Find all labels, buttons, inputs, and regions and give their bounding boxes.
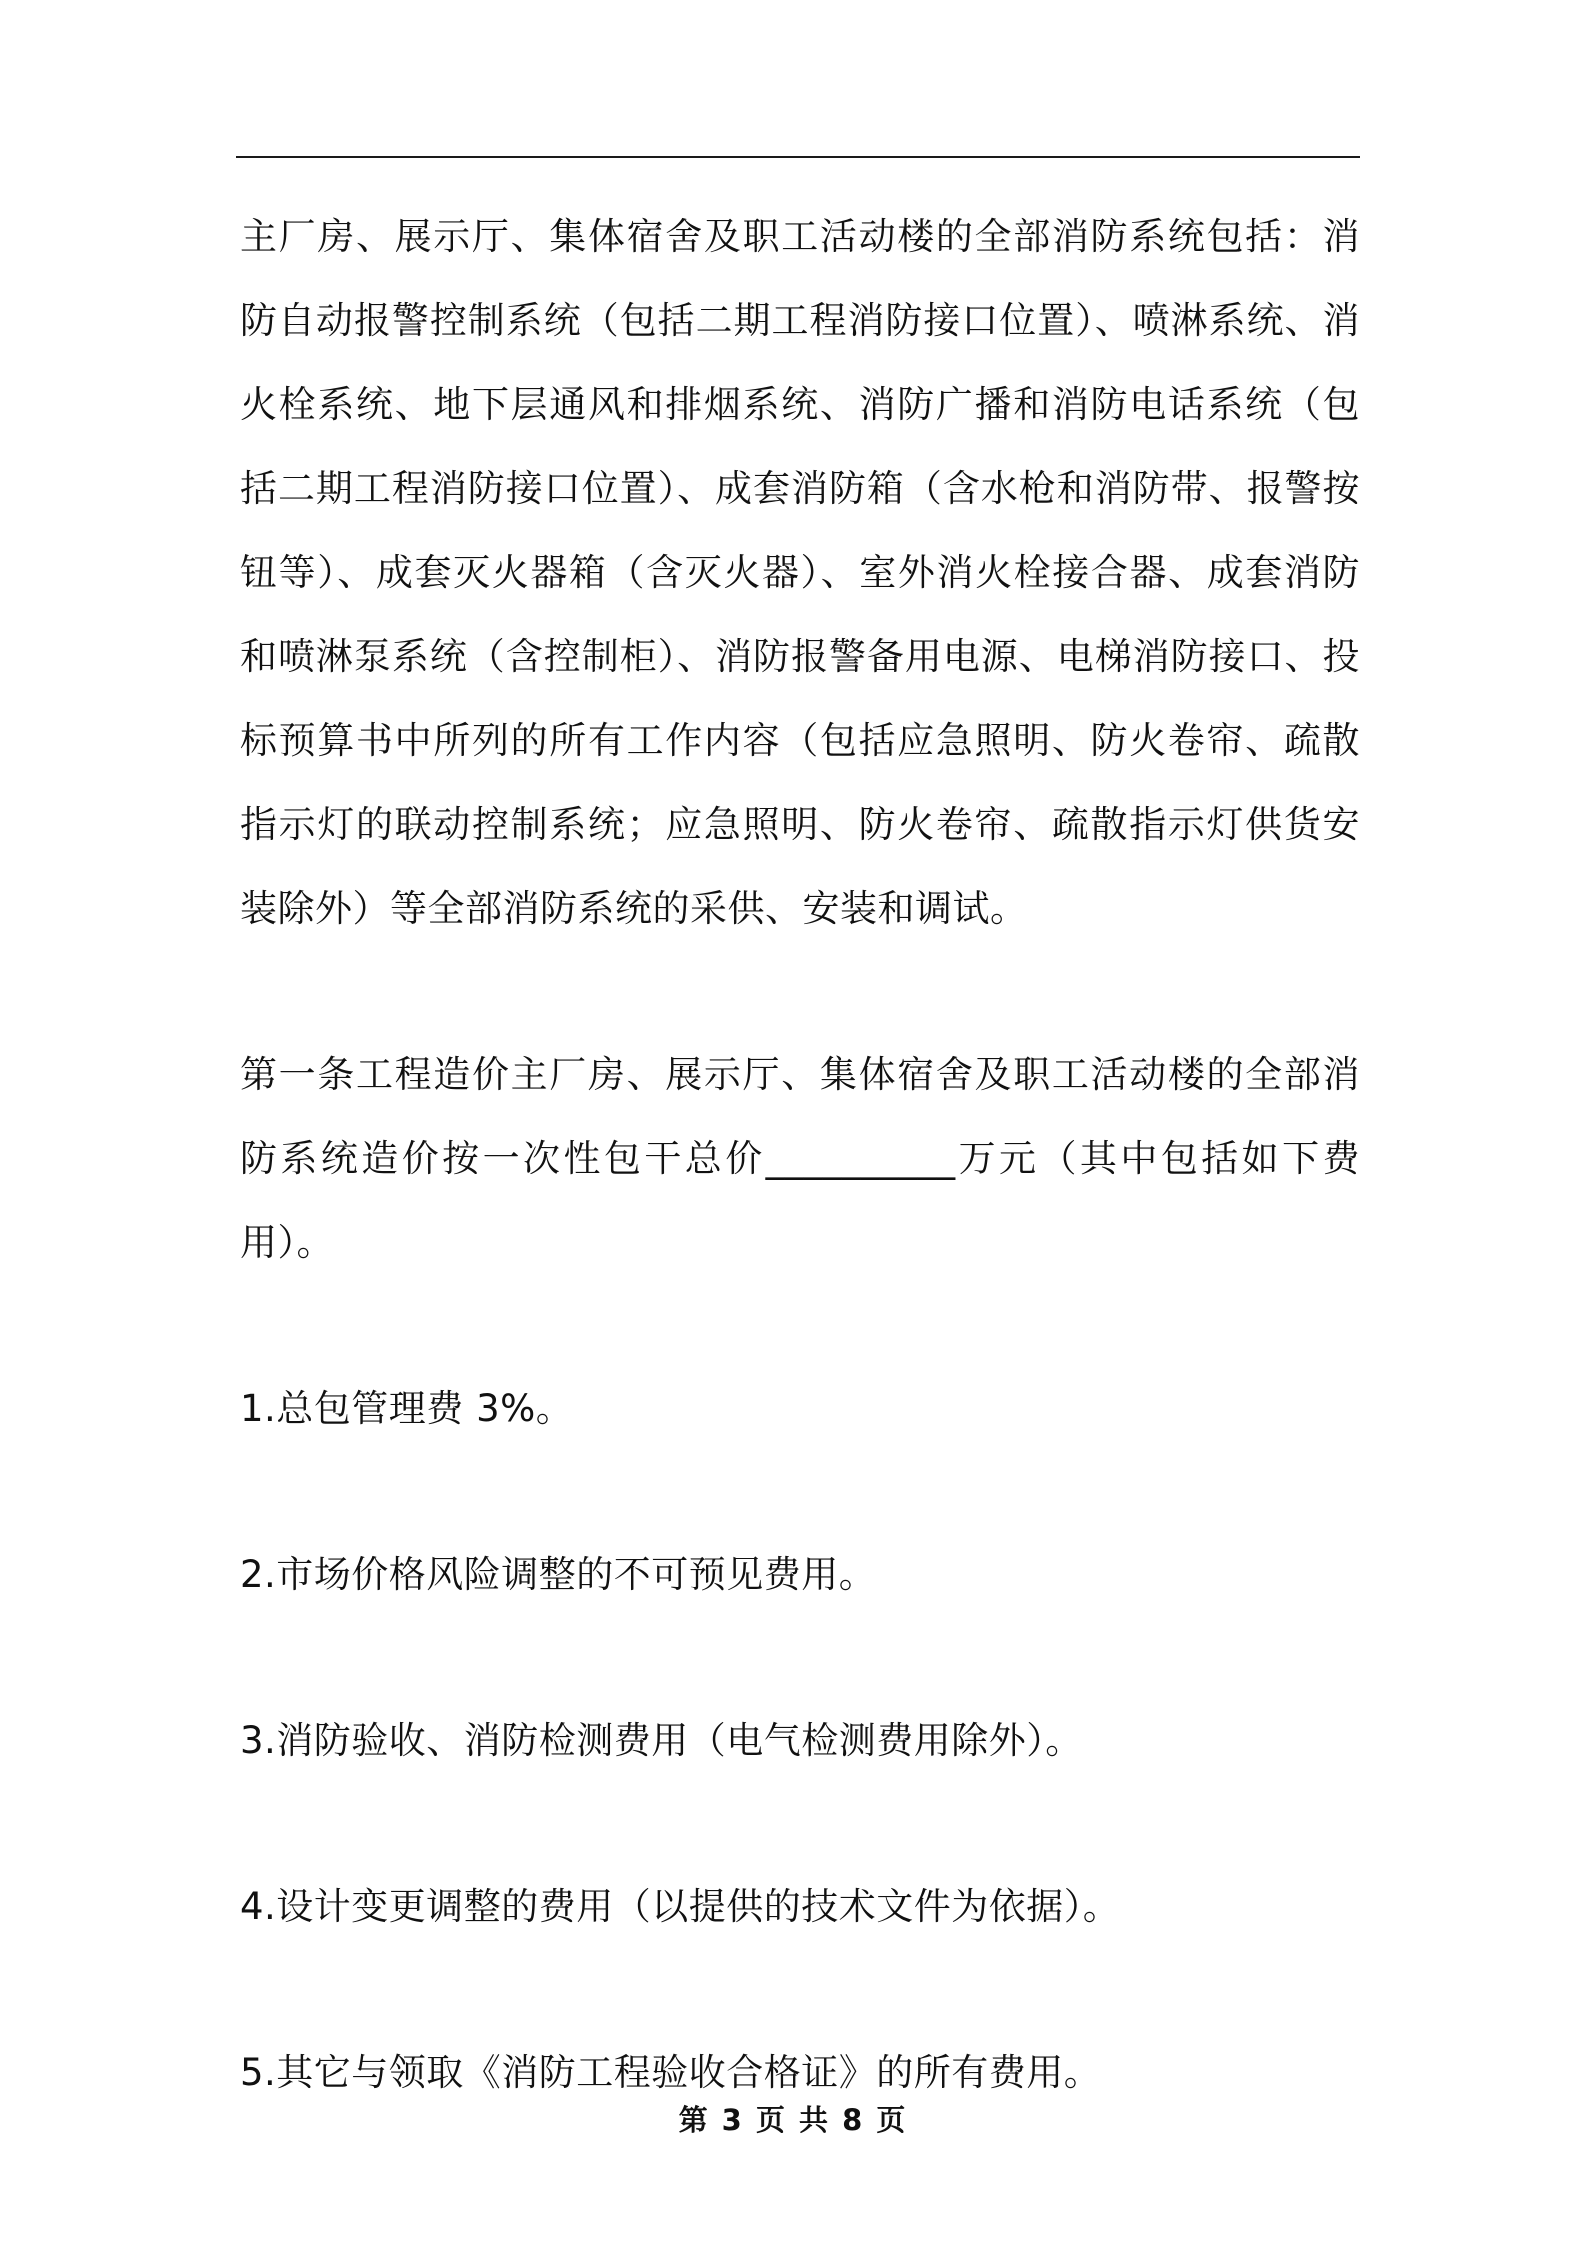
page-number: 第 3 页 共 8 页 (678, 2103, 908, 2137)
article-1-paragraph: 第一条工程造价主厂房、展示厅、集体宿舍及职工活动楼的全部消防系统造价按一次性包干总价__________万元（其中包括如下费用）。 (240, 1053, 1360, 1264)
paragraph-spacer (240, 1617, 1360, 1699)
paragraph-spacer (240, 1285, 1360, 1367)
list-item-1: 1.总包管理费 3%。 (240, 1387, 574, 1430)
document-body (240, 195, 1360, 2115)
list-item-4: 4.设计变更调整的费用（以提供的技术文件为依据）。 (240, 1885, 1121, 1928)
paragraph-spacer (240, 1451, 1360, 1533)
list-item-5: 5.其它与领取《消防工程验收合格证》的所有费用。 (240, 2051, 1102, 2094)
list-item-3: 3.消防验收、消防检测费用（电气检测费用除外）。 (240, 1719, 1083, 1762)
paragraph-spacer (240, 951, 1360, 1033)
scope-paragraph: 主厂房、展示厅、集体宿舍及职工活动楼的全部消防系统包括：消防自动报警控制系统（包括二期工程消防接口位置）、喷淋系统、消火栓系统、地下层通风和排烟系统、消防广播和消防电话系统（包括二期工程消防接口位置）、成套消防箱（含水枪和消防带、报警按钮等）、成套灭火器箱（含灭火器）、室外消火栓接合器、成套消防和喷淋泵系统（含控制柜）、消防报警备用电源、电梯消防接口、投标预算书中所列的所有工作内容（包括应急照明、防火卷帘、疏散指示灯的联动控制系统；应急照明、防火卷帘、疏散指示灯供货安装除外）等全部消防系统的采供、安装和调试。 (240, 215, 1360, 930)
list-item-2: 2.市场价格风险调整的不可预见费用。 (240, 1553, 877, 1596)
paragraph-spacer (240, 1783, 1360, 1865)
paragraph-spacer (240, 1949, 1360, 2031)
header-rule (236, 156, 1360, 158)
